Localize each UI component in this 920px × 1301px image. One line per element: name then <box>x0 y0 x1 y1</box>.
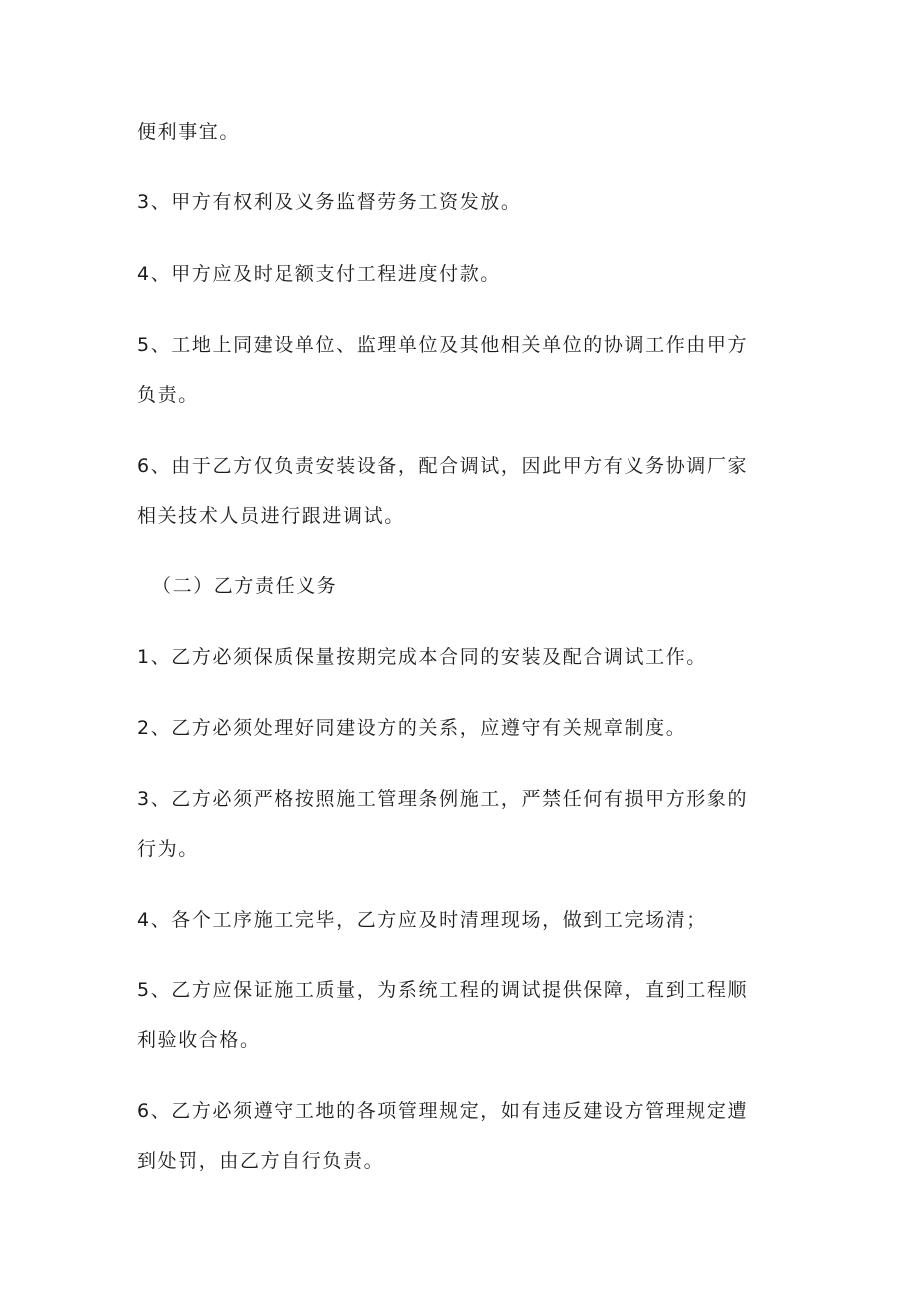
text-line: 1、乙方必须保质保量按期完成本合同的安装及配合调试工作。 <box>137 646 707 668</box>
text-line: 3、甲方有权利及义务监督劳务工资发放。 <box>137 191 522 213</box>
text-line: 利验收合格。 <box>137 1029 261 1051</box>
text-line: 5、乙方应保证施工质量，为系统工程的调试提供保障，直到工程顺 <box>137 979 749 1001</box>
section-heading: （二）乙方责任义务 <box>152 575 338 597</box>
text-line: 便利事宜。 <box>137 121 241 143</box>
text-line: 负责。 <box>137 384 199 406</box>
text-line: 相关技术人员进行跟进调试。 <box>137 505 405 527</box>
text-line: 行为。 <box>137 838 199 860</box>
text-line: 5、工地上同建设单位、监理单位及其他相关单位的协调工作由甲方 <box>137 334 749 356</box>
text-line: 4、各个工序施工完毕，乙方应及时清理现场，做到工完场清； <box>137 909 707 931</box>
text-line: 4、甲方应及时足额支付工程进度付款。 <box>137 263 501 285</box>
text-line: 6、由于乙方仅负责安装设备，配合调试，因此甲方有义务协调厂家 <box>137 455 749 477</box>
text-line: 到处罚，由乙方自行负责。 <box>137 1150 385 1172</box>
text-line: 2、乙方必须处理好同建设方的关系，应遵守有关规章制度。 <box>137 717 687 739</box>
text-line: 3、乙方必须严格按照施工管理条例施工，严禁任何有损甲方形象的 <box>137 788 749 810</box>
text-line: 6、乙方必须遵守工地的各项管理规定，如有违反建设方管理规定遭 <box>137 1100 749 1122</box>
